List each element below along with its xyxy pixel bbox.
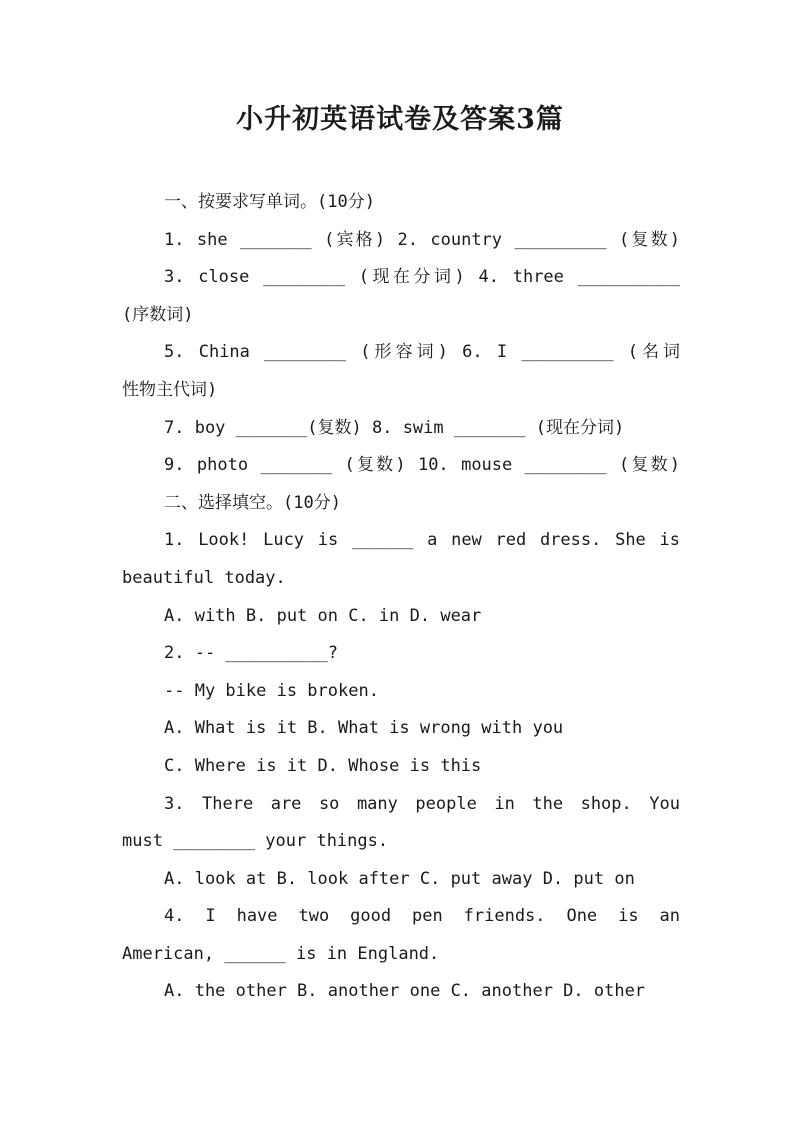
question-line: -- My bike is broken. xyxy=(164,680,379,701)
question-line: 1. she _______ (宾格) 2. country _________ (复数) xyxy=(164,229,680,250)
answer-options: A. with B. put on C. in D. wear xyxy=(164,605,482,626)
question-line: 2. -- __________? xyxy=(164,643,338,664)
section-heading-1: 一、按要求写单词。(10分) xyxy=(164,192,375,212)
question-line: 3. close ________ (现在分词) 4. three __________ xyxy=(164,267,680,288)
question-line: 9. photo _______ (复数) 10. mouse ________ (复数) xyxy=(164,455,680,476)
answer-options: A. the other B. another one C. another D. other xyxy=(164,981,646,1002)
question-line: 3. There are so many people in the shop. You xyxy=(164,793,680,814)
document-title: 小升初英语试卷及答案3篇 xyxy=(236,104,564,135)
section-heading-2: 二、选择填空。(10分) xyxy=(164,492,341,513)
answer-options: A. What is it B. What is wrong with you xyxy=(164,718,564,739)
question-line-continued: American, ______ is in England. xyxy=(122,943,440,964)
question-line-continued: 性物主代词) xyxy=(122,379,218,400)
question-line-continued: must ________ your things. xyxy=(122,831,389,852)
question-line: 1. Look! Lucy is ______ a new red dress. She is xyxy=(164,530,680,551)
question-line-continued: beautiful today. xyxy=(122,567,286,588)
question-line-continued: (序数词) xyxy=(122,304,194,325)
answer-options: C. Where is it D. Whose is this xyxy=(164,755,482,776)
answer-options: A. look at B. look after C. put away D. put on xyxy=(164,868,635,889)
question-line: 5. China ________ (形容词) 6. I _________ (名词 xyxy=(164,342,680,363)
document-body xyxy=(122,184,680,1011)
question-line: 4. I have two good pen friends. One is an xyxy=(164,906,680,927)
question-line: 7. boy _______(复数) 8. swim _______ (现在分词) xyxy=(164,417,625,438)
